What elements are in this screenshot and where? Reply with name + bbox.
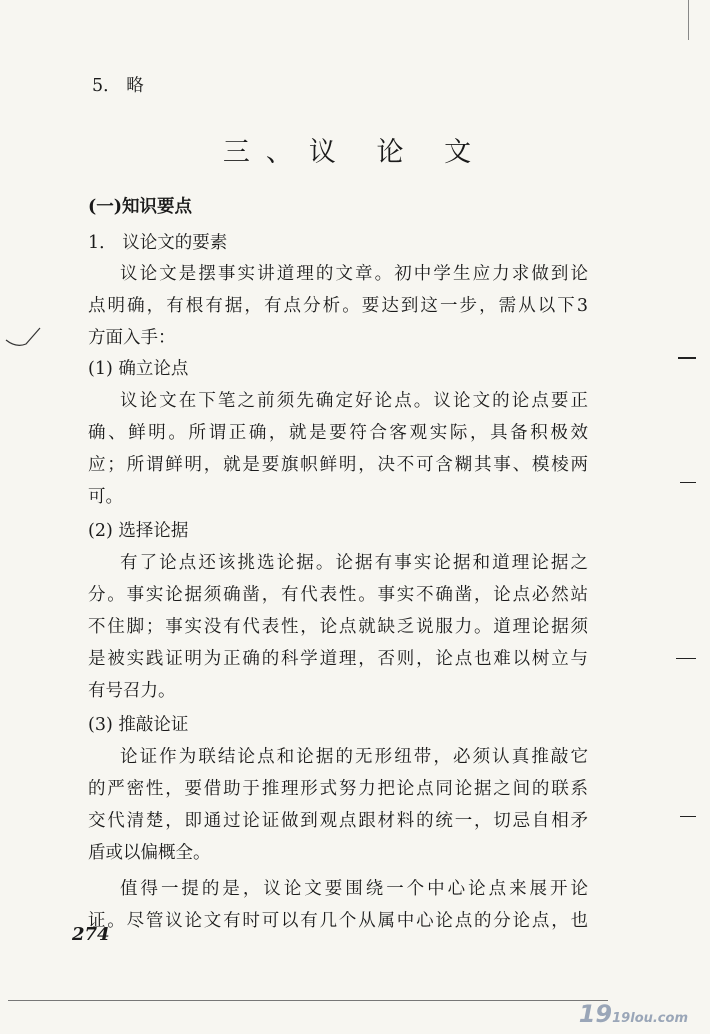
paragraph-line: 盾或以偏概全。 xyxy=(88,843,211,863)
scan-mark xyxy=(678,357,696,359)
item-5: 5． 略 xyxy=(92,76,144,96)
paragraph-line: 值得一提的是，议论文要围绕一个中心论点来展开论 xyxy=(120,879,588,899)
item-heading: (3) 推敲论证 xyxy=(88,715,189,735)
paragraph-line: 点明确，有根有据，有点分析。要达到这一步，需从以下3 xyxy=(88,296,588,316)
paragraph-line: 议论文在下笔之前须先确定好论点。议论文的论点要正 xyxy=(120,391,588,411)
paragraph-line: 有了论点还该挑选论据。论据有事实论据和道理论据之 xyxy=(120,553,588,573)
item-heading: (1) 确立论点 xyxy=(88,359,189,379)
scan-edge-line xyxy=(688,0,689,40)
scan-mark xyxy=(680,482,696,483)
paragraph-line: 应；所谓鲜明，就是要旗帜鲜明，决不可含糊其事、模棱两 xyxy=(88,455,588,475)
paragraph-line: 不住脚；事实没有代表性，论点就缺乏说服力。道理论据须 xyxy=(88,617,588,637)
chapter-title: 三、议 论 文 xyxy=(222,137,488,168)
paragraph-line: 可。 xyxy=(88,487,123,507)
page-number: 274 xyxy=(72,924,110,945)
paragraph-line: 论证作为联结论点和论据的无形纽带，必须认真推敲它 xyxy=(120,747,588,767)
paragraph-line: 有号召力。 xyxy=(88,681,176,701)
scan-mark xyxy=(680,816,696,817)
paragraph-line: 证。尽管议论文有时可以有几个从属中心论点的分论点，也 xyxy=(88,911,588,931)
paragraph-line: 确、鲜明。所谓正确，就是要符合客观实际，具备积极效 xyxy=(88,423,588,443)
paragraph-line: 方面入手： xyxy=(88,328,176,348)
scan-edge-line xyxy=(8,1000,608,1001)
pen-mark xyxy=(4,324,44,350)
section-heading: (一)知识要点 xyxy=(88,197,193,217)
paragraph-line: 的严密性，要借助于推理形式努力把论点同论据之间的联系 xyxy=(88,779,588,799)
paragraph-line: 交代清楚，即通过论证做到观点跟材料的统一，切忌自相矛 xyxy=(88,811,588,831)
paragraph-line: 议论文是摆事实讲道理的文章。初中学生应力求做到论 xyxy=(120,264,588,284)
watermark-logo: 1919lou.com xyxy=(578,1000,688,1028)
subheading-elements: 1． 议论文的要素 xyxy=(88,233,228,253)
item-heading: (2) 选择论据 xyxy=(88,521,189,541)
scan-mark xyxy=(676,658,696,659)
paragraph-line: 是被实践证明为正确的科学道理，否则，论点也难以树立与 xyxy=(88,649,588,669)
paragraph-line: 分。事实论据须确凿，有代表性。事实不确凿，论点必然站 xyxy=(88,585,588,605)
